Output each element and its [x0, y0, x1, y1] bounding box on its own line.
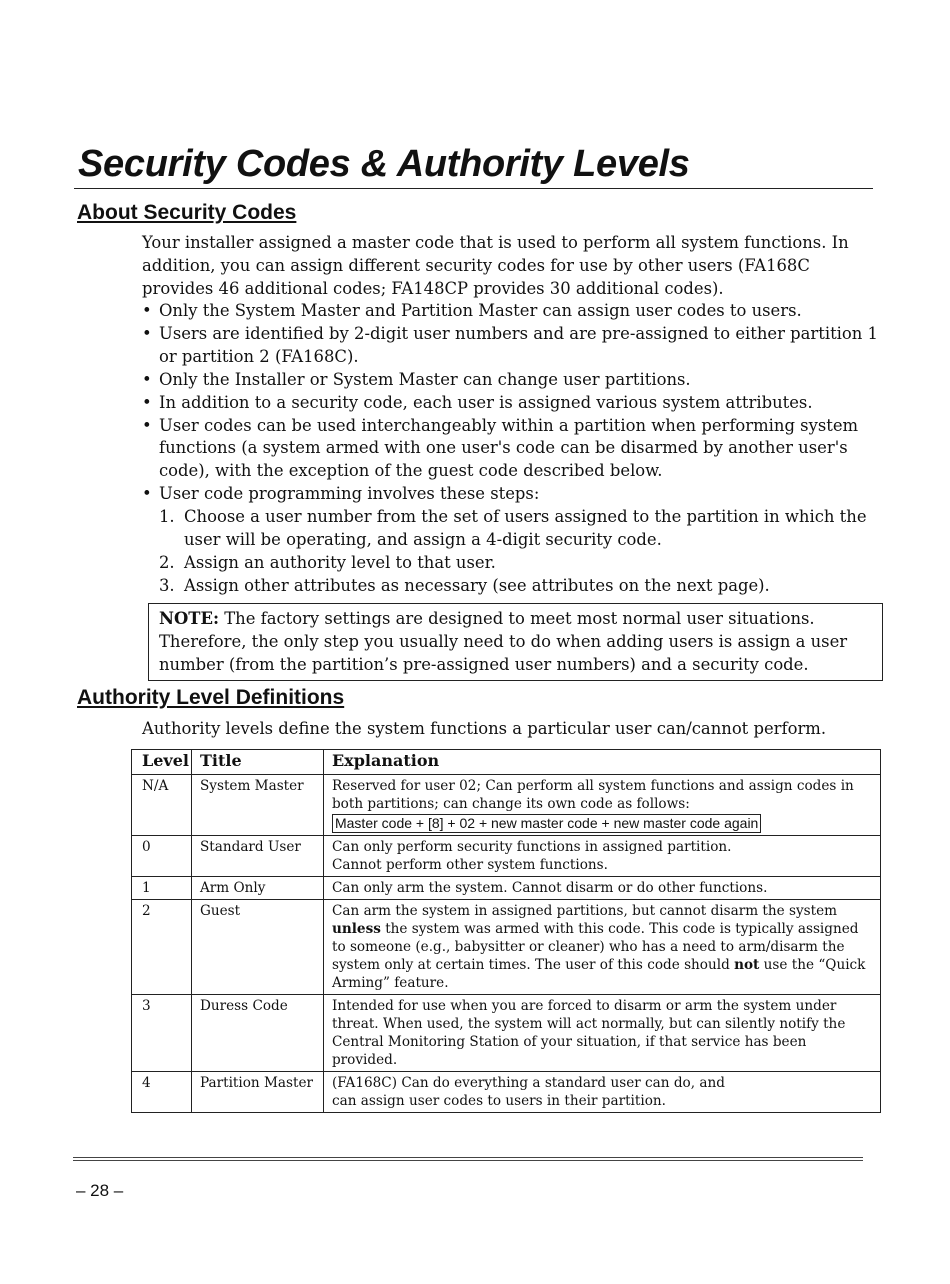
step-item [159, 552, 882, 575]
bullet-dot-icon: • [142, 301, 152, 320]
table-row [132, 1072, 881, 1113]
cell-level: 2 [132, 900, 192, 995]
step-text: Assign an authority level to that user. [184, 552, 496, 572]
note-text: The factory settings are designed to meet most normal user situations. Therefore, the only step you usually need to do when adding users is assign a user number (from the partition’s pre-assigned user numbers) and a security code. [159, 609, 848, 674]
bullet-item [142, 415, 882, 484]
step-number: 3. [159, 575, 175, 595]
note-box [148, 603, 883, 681]
bullet-item [142, 323, 882, 369]
page-number: – 28 – [76, 1181, 124, 1200]
step-number: 2. [159, 552, 175, 572]
explanation-line: can assign user codes to users in their partition. [331, 1093, 666, 1109]
cell-level: 0 [132, 836, 192, 877]
programming-steps-list [159, 506, 882, 598]
bullet-text: In addition to a security code, each user is assigned various system attributes. [159, 392, 813, 412]
cell-level: N/A [132, 775, 192, 836]
cell-explanation [323, 1072, 880, 1113]
table-row [132, 900, 881, 995]
explanation-line: Cannot perform other system functions. [331, 857, 608, 873]
step-text: Choose a user number from the set of users assigned to the partition in which the user will be operating, and assign a 4-digit security code. [184, 507, 867, 550]
bullet-dot-icon: • [142, 369, 152, 389]
bullet-item [142, 483, 882, 598]
explanation-text: use the “Quick Arming” feature. [331, 957, 866, 991]
bullet-text: User code programming involves these steps: [159, 484, 540, 504]
emphasis-unless: unless [331, 921, 381, 937]
table-header-row [132, 750, 881, 775]
page-title: Security Codes & Authority Levels [78, 143, 690, 185]
table-row [132, 775, 881, 836]
bullet-dot-icon: • [142, 323, 152, 343]
bullet-text: Only the Installer or System Master can change user partitions. [159, 369, 691, 389]
bullet-item [142, 392, 882, 415]
cell-explanation [323, 900, 880, 995]
table-row [132, 995, 881, 1072]
table-row [132, 877, 881, 900]
column-header-explanation: Explanation [323, 750, 880, 775]
explanation-text: Can arm the system in assigned partitions, but cannot disarm the system [331, 903, 838, 919]
column-header-title: Title [191, 750, 323, 775]
cell-title: System Master [191, 775, 323, 836]
step-number: 1. [159, 507, 175, 527]
cell-explanation [323, 836, 880, 877]
bullet-text: Only the System Master and Partition Master can assign user codes to users. [159, 301, 802, 320]
explanation-line: Can only perform security functions in assigned partition. [331, 839, 732, 855]
note-label: NOTE: [159, 609, 220, 628]
title-divider [74, 188, 873, 189]
table-row [132, 836, 881, 877]
cell-title: Duress Code [191, 995, 323, 1072]
step-item [159, 575, 882, 598]
footer-divider [73, 1157, 863, 1158]
cell-title: Standard User [191, 836, 323, 877]
step-item [159, 506, 882, 552]
cell-title: Guest [191, 900, 323, 995]
explanation-line: (FA168C) Can do everything a standard user can do, and [331, 1075, 725, 1091]
about-intro-paragraph: Your installer assigned a master code that is used to perform all system functions. In addition, you can assign different security codes for use by other users (FA168C provides 46 additional codes; FA148CP provides 30 additional codes). [142, 233, 849, 298]
bullet-dot-icon: • [142, 415, 152, 435]
cell-explanation: Can only arm the system. Cannot disarm or do other functions. [323, 877, 880, 900]
emphasis-not: not [734, 957, 760, 973]
cell-explanation: Intended for use when you are forced to disarm or arm the system under threat. When used, the system will act normally, but can silently notify the Central Monitoring Station of your situation, if that service has been provided. [323, 995, 880, 1072]
bullet-item [142, 369, 882, 392]
bullet-text: Users are identified by 2-digit user numbers and are pre-assigned to either partition 1 or partition 2 (FA168C). [159, 323, 878, 366]
section-heading-about: About Security Codes [77, 201, 297, 224]
bullet-item [142, 300, 882, 323]
footer-divider [73, 1160, 863, 1161]
cell-title: Partition Master [191, 1072, 323, 1113]
master-code-sequence: Master code + [8] + 02 + new master code + new master code again [332, 814, 761, 833]
bullet-text: User codes can be used interchangeably within a partition when performing system functions (a system armed with one user's code can be disarmed by another user's code), with the exception of the guest code described below. [159, 415, 859, 481]
section-heading-authority: Authority Level Definitions [77, 686, 345, 709]
about-bullet-list [142, 300, 882, 598]
bullet-dot-icon: • [142, 392, 152, 412]
cell-title: Arm Only [191, 877, 323, 900]
explanation-text: Reserved for user 02; Can perform all system functions and assign codes in both partitions; can change its own code as follows: [331, 778, 854, 812]
cell-level: 3 [132, 995, 192, 1072]
authority-intro-paragraph: Authority levels define the system functions a particular user can/cannot perform. [142, 719, 827, 738]
cell-explanation [323, 775, 880, 836]
bullet-dot-icon: • [142, 484, 152, 504]
explanation-text: the system was armed with this code. This code is typically assigned to someone (e.g., babysitter or cleaner) who has a need to arm/disarm the system only at certain times. The user of this code should [331, 921, 859, 973]
authority-levels-table [131, 749, 881, 1113]
cell-level: 1 [132, 877, 192, 900]
step-text: Assign other attributes as necessary (see attributes on the next page). [184, 575, 770, 595]
cell-level: 4 [132, 1072, 192, 1113]
column-header-level: Level [132, 750, 192, 775]
